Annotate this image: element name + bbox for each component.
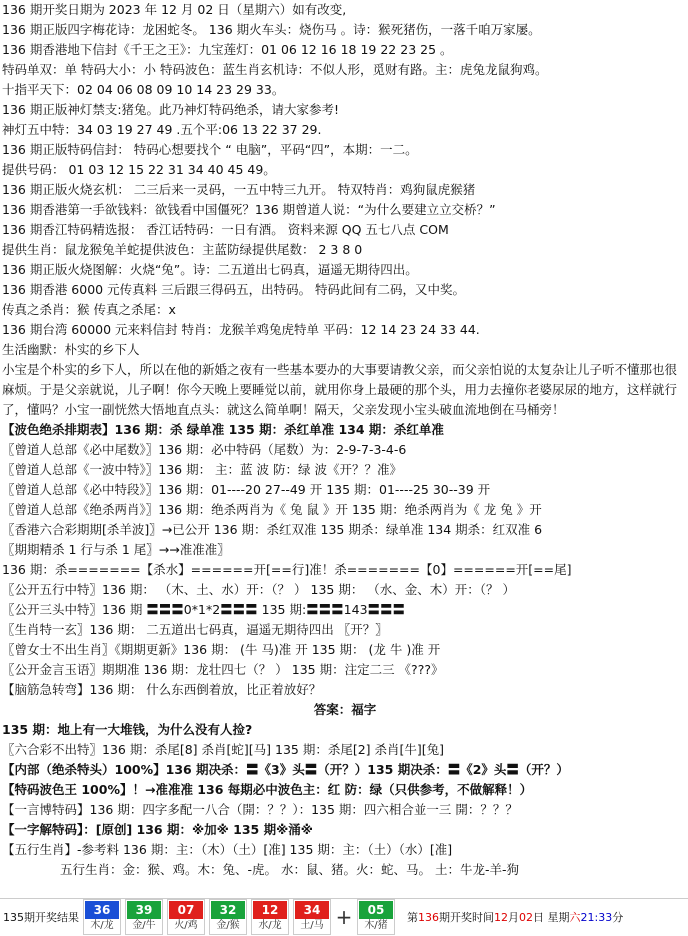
next-week: 六 [569,911,581,924]
text-line: 136 期台湾 60000 元来料信封 特肖：龙猴羊鸡兔虎特单 平码：12 14 23 24 33 44. [2,322,480,337]
next-month-unit: 月 [508,911,519,924]
ball-number: 36 [85,901,119,919]
paragraph: 小宝是个朴实的乡下人，所以在他的新婚之夜有一些基本要办的大事要请教父亲，而父亲怕说的太复杂让儿子听不懂那也很麻烦。于是父亲就说，儿子啊！你今天晚上要睡觉以前，就用你身上最硬的那个头，用力去撞你老婆尿尿的地方，这样就行了，懂吗？小宝一副恍然大悟地直点头：就这么简单啊！隔天，父亲发现小宝头破血流地倒在马桶旁！ [2,362,678,417]
next-time-suffix: 分 [612,911,624,924]
text-line: 135 期：地上有一大堆钱，为什么没有人捡? [2,722,253,737]
text-line: 答案：福字 [313,702,377,717]
next-day: 02 [519,911,533,924]
lottery-ball [209,899,247,935]
text-line: 136 期香港第一手欲钱料：欲钱看中国僵死？136 期曾道人说：“为什么要建立立交桥？” [2,202,496,217]
text-line: 136 期正版火烧图解：火烧“兔”。诗：二五道出七码真，逼遥无期待四出。 [2,262,418,277]
ball-zodiac: 土/马 [300,920,324,931]
lottery-ball [167,899,205,935]
text-line: 136 期正版火烧玄机： 二三后来一灵码，一五中特三九开。 特双特肖：鸡狗鼠虎猴猪 [2,182,476,197]
ball-number: 07 [169,901,203,919]
text-line: 传真之杀肖：猴 传真之杀尾：ⅹ [2,302,176,317]
ball-number: 34 [295,901,329,919]
text-line: 十指平天下：02 04 06 08 09 10 14 23 29 33。 [2,82,285,97]
next-week-label: 星期 [547,911,570,924]
result-label: 135期开奖结果 [3,911,79,924]
text-line: 五行生肖：金：猴、鸡。木：兔、-虎。 水：鼠、猪。火：蛇、马。 土：牛龙-羊-狗 [60,862,519,877]
text-line: 〖曾女士不出生肖〗《期期更新》136 期： (牛 马)准 开 135 期： (龙 牛 )准 开 [2,642,441,657]
text-line: 136 期开奖日期为 2023 年 12 月 02 日（星期六）如有改变, [2,2,347,17]
text-line: 【一言博特码】136 期：四字多配一八合（開：？？）：135 期：四六相合並一三 開：？？？ [2,802,518,817]
ball-zodiac: 金/牛 [132,920,156,931]
text-line: 136 期香港地下信封《千王之王》：九宝莲灯：01 06 12 16 18 19 22 23 25 。 [2,42,453,57]
text-line: 【波色绝杀排期表】136 期：杀 绿单准 135 期：杀红单准 134 期：杀红单准 [2,422,444,437]
text-line: 【一字解特码】：[原创] 136 期：※加※ 135 期※涌※ [2,822,313,837]
text-line: 〖公开五行中特〗136 期： （木、土、水）开：（？ ） 135 期： （水、金、木）开：（？ ） [2,582,516,597]
next-mid: 期开奖时间 [439,911,494,924]
text-line: 136 期：杀=======【杀水】======开[==行]准！杀=======【0】======开[==尾] [2,562,572,577]
text-line: 136 期正版特码信封： 特码心想要找个 “ 电脑”，平码“四”，本期：一二。 [2,142,418,157]
text-line: 〖六合彩不出特〗136 期：杀尾[8] 杀肖[蛇][马] 135 期：杀尾[2] 杀肖[牛][兔] [2,742,445,757]
text-line: 136 期正版神灯禁支:猪兔。此乃神灯特码绝杀，请大家参考! [2,102,340,117]
ball-number: 12 [253,901,287,919]
plus-sign: + [335,905,353,929]
text-line: 〖期期精杀 1 行与杀 1 尾〗→→准准准〗 [2,542,230,557]
lottery-ball [293,899,331,935]
text-line: 【脑筋急转弯】136 期： 什么东西倒着放，比正着放好？ [2,682,322,697]
next-draw-info [407,909,623,925]
next-day-unit: 日 [533,911,544,924]
ball-number: 32 [211,901,245,919]
ball-zodiac: 金/猴 [216,920,240,931]
text-line: 136 期香港 6000 元传真料 三后跟三得码五，出特码。 特码此间有二码，又中奖。 [2,282,466,297]
text-line: 神灯五中特：34 03 19 27 49 .五个平:06 13 22 37 29. [2,122,322,137]
text-line: 提供生肖：鼠龙猴兔羊蛇提供波色：主蓝防绿提供尾数： 2 3 8 0 [2,242,363,257]
text-line: 〖曾道人总部《一波中特》〗136 期： 主：蓝 波 防：绿 波《开？？准》 [2,462,402,477]
lottery-ball [125,899,163,935]
ball-zodiac: 木/龙 [90,920,114,931]
lottery-ball [357,899,395,935]
text-line: 136 期香江特码精选报： 香江话特码：一日有酒。 资料来源 QQ 五七八点 COM [2,222,449,237]
text-line: 生活幽默：朴实的乡下人 [2,342,140,357]
special-ball [357,899,399,935]
result-bar [0,898,688,935]
ball-zodiac: 火/鸡 [174,920,198,931]
ball-zodiac: 水/龙 [258,920,282,931]
lottery-ball [251,899,289,935]
text-line: 〖曾道人总部《必中特段》〗136 期：01----20 27--49 开 135 期：01----25 30--39 开 [2,482,491,497]
text-line: 特码单双：单 特码大小：小 特码波色：蓝生肖玄机诗：不似人形，觅财有路。主：虎兔龙鼠狗鸡。 [2,62,548,77]
next-issue: 136 [418,911,439,924]
text-line: 【五行生肖】-参考料 136 期：主：（木）（土）[准] 135 期：主：（土）（水）[准] [2,842,453,857]
result-balls [83,899,335,935]
text-line: 【特码波色王 100%】！→准准准 136 每期必中波色主：红 防：绿（只供参考，不做解释！） [2,782,533,797]
text-line: 【内部（绝杀特头）100%】136 期决杀：〓《3》头〓（开？）135 期决杀：〓《2》头〓（开？） [2,762,569,777]
next-prefix: 第 [407,911,418,924]
text-line: 〖生肖特一玄〗136 期： 二五道出七码真，逼遥无期待四出 〖开？〗 [2,622,388,637]
next-month: 12 [494,911,508,924]
ball-number: 39 [127,901,161,919]
text-line: 〖公开三头中特〗136 期 〓〓〓0*1*2〓〓〓 135 期:〓〓〓143〓〓〓 [2,602,406,617]
text-line: 〖曾道人总部《必中尾数》〗136 期：必中特码（尾数）为：2-9-7-3-4-6 [2,442,407,457]
lottery-ball [83,899,121,935]
text-line: 提供号码： 01 03 12 15 22 31 34 40 45 49。 [2,162,276,177]
text-line: 〖公开金言玉语〗期期准 136 期：龙壮四七（？ ） 135 期：注定二三 《???》 [2,662,444,677]
text-line: 136 期正版四字梅花诗：龙困蛇冬。 136 期火车头：烧伤马 。诗：猴死猪伤，一落千咱万家屡。 [2,22,541,37]
ball-zodiac: 木/猪 [364,920,388,931]
ball-number: 05 [359,901,393,919]
text-line: 〖曾道人总部《绝杀两肖》〗136 期：绝杀两肖为《 兔 鼠 》开 135 期：绝杀两肖为《 龙 兔 》开 [2,502,542,517]
text-line: 〖香港六合彩期期[杀羊波]〗→已公开 136 期：杀红双准 135 期杀：绿单准 134 期杀：红双准 6 [2,522,543,537]
next-time: 21:33 [580,911,613,924]
